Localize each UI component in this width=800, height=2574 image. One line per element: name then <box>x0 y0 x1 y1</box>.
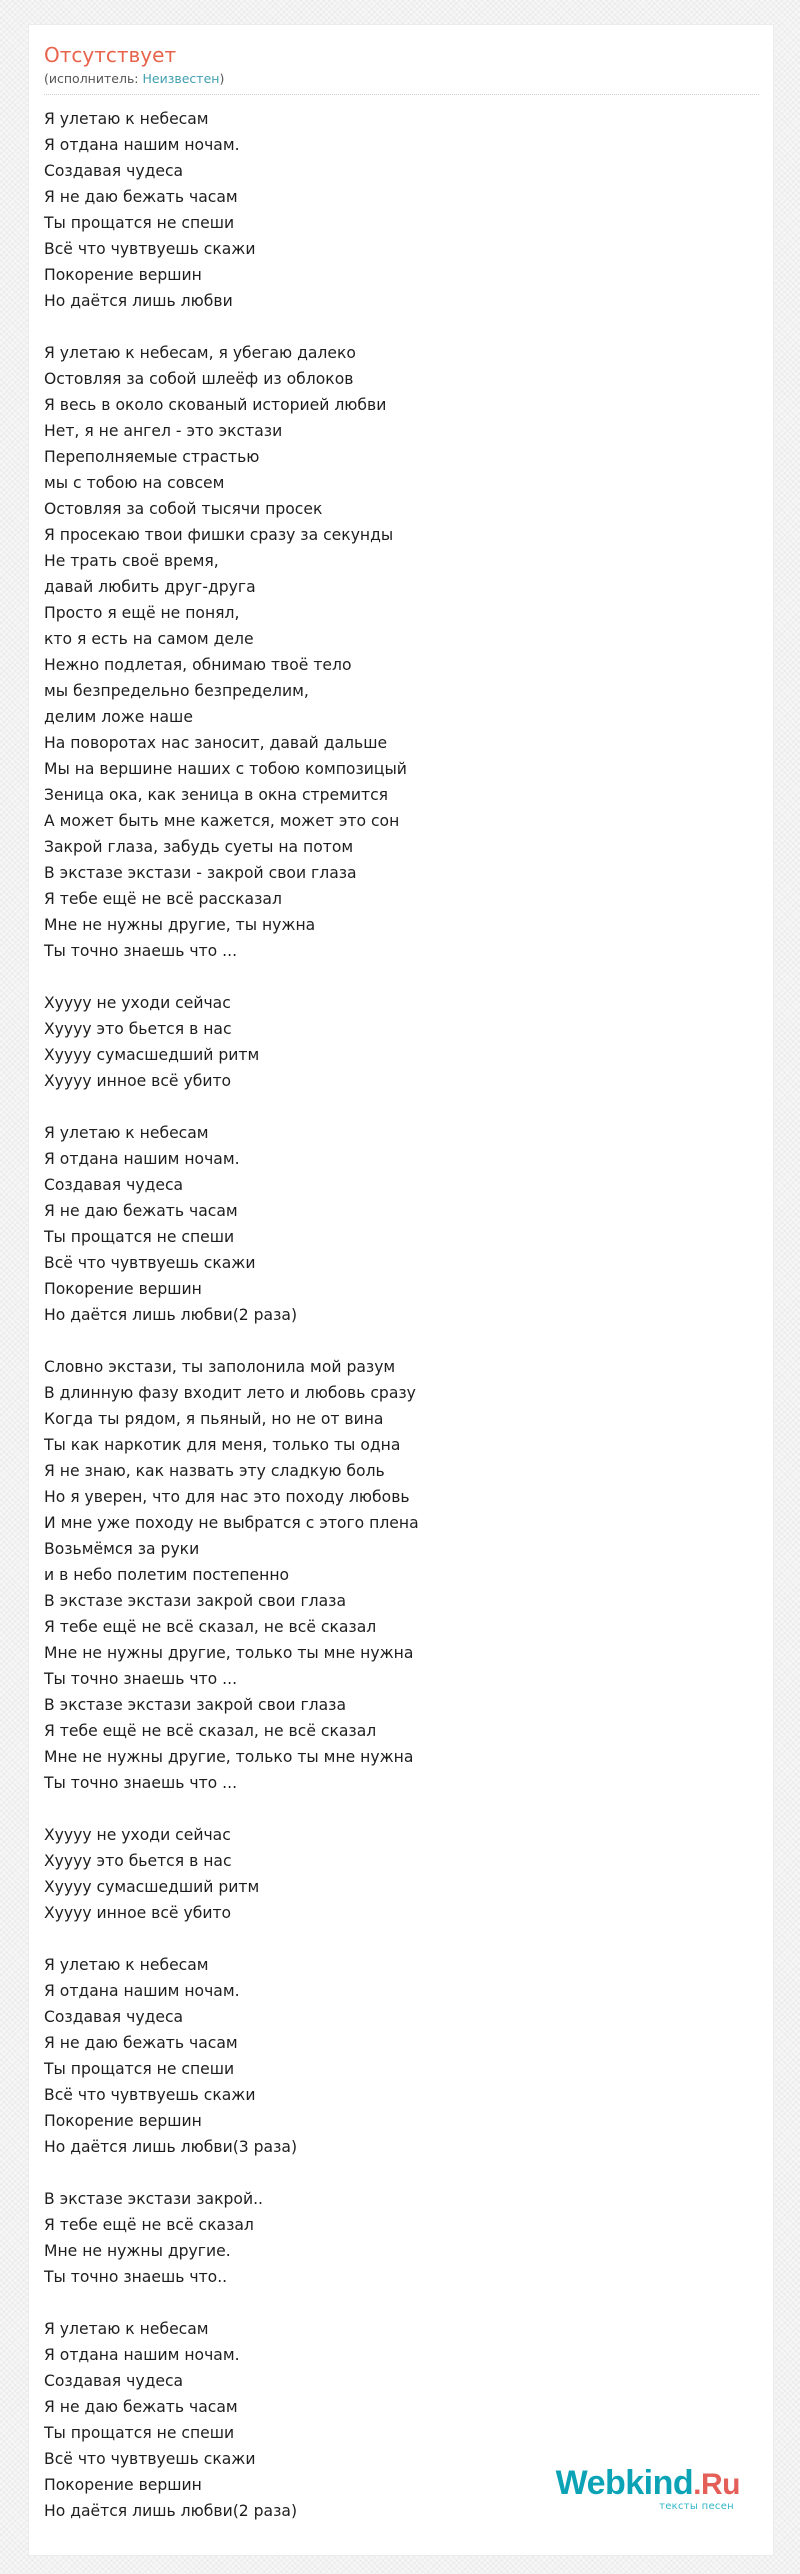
lyric-line: Остовляя за собой шлеёф из облоков <box>44 370 354 388</box>
lyrics-panel <box>28 24 774 2556</box>
lyric-line: Я не даю бежать часам <box>44 1202 238 1220</box>
stanza-break <box>44 314 744 340</box>
lyric-line: Всё что чувтвуешь скажи <box>44 2086 256 2104</box>
lyric-line: В экстазе экстази - закрой свои глаза <box>44 864 357 882</box>
lyric-line: Но даётся лишь любви(2 раза) <box>44 2502 298 2520</box>
lyric-line: Покорение вершин <box>44 2476 202 2494</box>
lyric-line: В экстазе экстази закрой свои глаза <box>44 1592 347 1610</box>
lyric-line: Мне не нужны другие, только ты мне нужна <box>44 1644 414 1662</box>
lyric-line: Хуууу инное всё убито <box>44 1904 232 1922</box>
lyric-line: В экстазе экстази закрой.. <box>44 2190 264 2208</box>
lyric-line: Создавая чудеса <box>44 1176 184 1194</box>
lyric-line: Я весь в около скованый историей любви <box>44 396 387 414</box>
lyric-line: Я просекаю твои фишки сразу за секунды <box>44 526 394 544</box>
lyric-line: Остовляя за собой тысячи просек <box>44 500 323 518</box>
lyric-line: Я отдана нашим ночам. <box>44 1150 240 1168</box>
logo-kind: kind <box>625 2464 694 2502</box>
lyric-line: Но я уверен, что для нас это походу любовь <box>44 1488 410 1506</box>
lyric-line: Ты прощатся не спеши <box>44 2060 235 2078</box>
lyric-line: Я не даю бежать часам <box>44 2034 238 2052</box>
artist-prefix: (исполнитель: <box>44 71 143 86</box>
lyric-line: Закрой глаза, забудь суеты на потом <box>44 838 354 856</box>
stanza-break <box>44 1796 744 1822</box>
stanza-break <box>44 1094 744 1120</box>
webkind-logo[interactable] <box>556 2465 740 2512</box>
lyric-line: Мы на вершине наших с тобою композицый <box>44 760 407 778</box>
lyric-line: В экстазе экстази закрой свои глаза <box>44 1696 347 1714</box>
lyric-line: Я тебе ещё не всё сказал, не всё сказал <box>44 1618 377 1636</box>
lyric-line: давай любить друг-друга <box>44 578 256 596</box>
lyric-line: Я улетаю к небесам <box>44 2320 209 2338</box>
lyric-line: Хуууу это бьется в нас <box>44 1020 232 1038</box>
lyric-line: Ты как наркотик для меня, только ты одна <box>44 1436 401 1454</box>
lyric-line: Я не даю бежать часам <box>44 2398 238 2416</box>
lyric-line: Мне не нужны другие, только ты мне нужна <box>44 1748 414 1766</box>
stanza-break <box>44 1328 744 1354</box>
stanza-break <box>44 2160 744 2186</box>
lyric-line: Я отдана нашим ночам. <box>44 136 240 154</box>
lyric-line: Я отдана нашим ночам. <box>44 1982 240 2000</box>
lyric-line: Ты прощатся не спеши <box>44 2424 235 2442</box>
lyric-line: Но даётся лишь любви(3 раза) <box>44 2138 298 2156</box>
stanza-break <box>44 1926 744 1952</box>
lyric-line: Я тебе ещё не всё рассказал <box>44 890 282 908</box>
lyrics-text <box>44 106 744 2524</box>
artist-line <box>44 71 224 87</box>
lyric-line: Создавая чудеса <box>44 2008 184 2026</box>
lyric-line: Просто я ещё не понял, <box>44 604 240 622</box>
lyric-line: Но даётся лишь любви <box>44 292 233 310</box>
lyric-line: и в небо полетим постепенно <box>44 1566 290 1584</box>
lyric-line: Хуууу инное всё убито <box>44 1072 232 1090</box>
lyric-line: Я тебе ещё не всё сказал <box>44 2216 254 2234</box>
lyric-line: Я улетаю к небесам <box>44 110 209 128</box>
lyric-line: Я улетаю к небесам <box>44 1124 209 1142</box>
lyric-line: Я улетаю к небесам, я убегаю далеко <box>44 344 356 362</box>
logo-wordmark <box>556 2465 740 2503</box>
artist-suffix: ) <box>219 71 225 86</box>
lyric-line: Мне не нужны другие. <box>44 2242 231 2260</box>
lyric-line: Хуууу не уходи сейчас <box>44 1826 231 1844</box>
lyric-line: Зеница ока, как зеница в окна стремится <box>44 786 389 804</box>
lyric-line: Не трать своё время, <box>44 552 219 570</box>
lyric-line: Когда ты рядом, я пьяный, но не от вина <box>44 1410 384 1428</box>
lyric-line: Я не знаю, как назвать эту сладкую боль <box>44 1462 385 1480</box>
lyric-line: Хуууу это бьется в нас <box>44 1852 232 1870</box>
lyric-line: Нежно подлетая, обнимаю твоё тело <box>44 656 352 674</box>
lyric-line: Покорение вершин <box>44 266 202 284</box>
lyric-line: Мне не нужны другие, ты нужна <box>44 916 316 934</box>
logo-web: Web <box>555 2464 626 2502</box>
lyric-line: мы безпредельно безпределим, <box>44 682 309 700</box>
header-divider <box>44 94 759 95</box>
lyric-line: Но даётся лишь любви(2 раза) <box>44 1306 298 1324</box>
stanza-break <box>44 964 744 990</box>
artist-link[interactable]: Неизвестен <box>142 71 220 86</box>
song-title: Отсутствует <box>44 43 177 67</box>
lyric-line: Хуууу сумасшедший ритм <box>44 1046 260 1064</box>
lyric-line: Ты точно знаешь что ... <box>44 942 238 960</box>
lyric-line: Покорение вершин <box>44 1280 202 1298</box>
lyric-line: Я отдана нашим ночам. <box>44 2346 240 2364</box>
lyric-line: Покорение вершин <box>44 2112 202 2130</box>
lyric-line: Всё что чувтвуешь скажи <box>44 2450 256 2468</box>
lyric-line: И мне уже походу не выбратся с этого плена <box>44 1514 419 1532</box>
lyric-line: Словно экстази, ты заполонила мой разум <box>44 1358 396 1376</box>
lyric-line: Хуууу не уходи сейчас <box>44 994 231 1012</box>
lyric-line: Всё что чувтвуешь скажи <box>44 1254 256 1272</box>
lyric-line: Переполняемые страстью <box>44 448 260 466</box>
lyric-line: Хуууу сумасшедший ритм <box>44 1878 260 1896</box>
lyric-line: Ты точно знаешь что ... <box>44 1774 238 1792</box>
stanza-break <box>44 2290 744 2316</box>
lyric-line: Ты прощатся не спеши <box>44 214 235 232</box>
logo-tagline: тексты песен <box>659 2501 734 2512</box>
lyric-line: Я улетаю к небесам <box>44 1956 209 1974</box>
lyric-line: В длинную фазу входит лето и любовь сразу <box>44 1384 416 1402</box>
lyric-line: Ты прощатся не спеши <box>44 1228 235 1246</box>
lyric-line: Всё что чувтвуешь скажи <box>44 240 256 258</box>
lyric-line: Ты точно знаешь что.. <box>44 2268 228 2286</box>
lyric-line: Создавая чудеса <box>44 162 184 180</box>
lyric-line: мы с тобою на совсем <box>44 474 225 492</box>
lyric-line: А может быть мне кажется, может это сон <box>44 812 400 830</box>
lyric-line: На поворотах нас заносит, давай дальше <box>44 734 388 752</box>
logo-ru: .Ru <box>693 2468 740 2501</box>
lyric-line: делим ложе наше <box>44 708 193 726</box>
lyric-line: Я тебе ещё не всё сказал, не всё сказал <box>44 1722 377 1740</box>
lyric-line: Создавая чудеса <box>44 2372 184 2390</box>
lyric-line: Возьмёмся за руки <box>44 1540 200 1558</box>
lyric-line: Нет, я не ангел - это экстази <box>44 422 283 440</box>
lyric-line: Ты точно знаешь что ... <box>44 1670 238 1688</box>
lyric-line: Я не даю бежать часам <box>44 188 238 206</box>
lyric-line: кто я есть на самом деле <box>44 630 254 648</box>
